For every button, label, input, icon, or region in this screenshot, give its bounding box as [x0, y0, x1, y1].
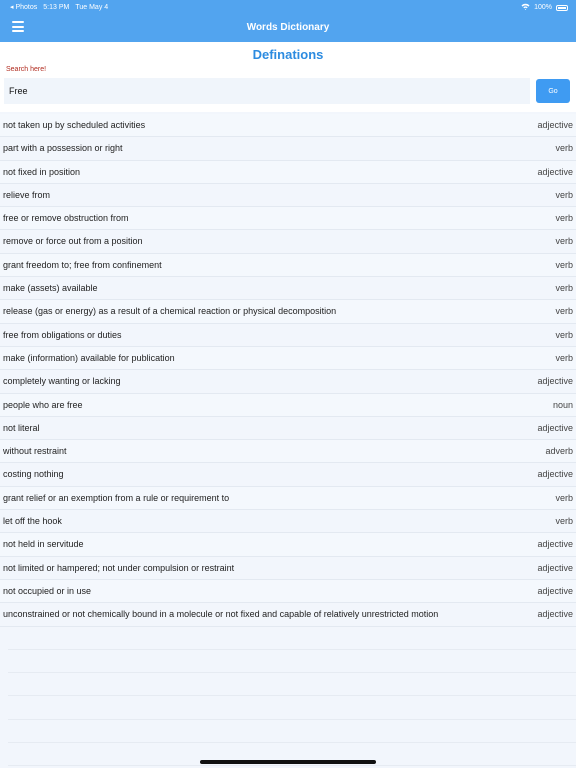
battery-icon — [556, 5, 568, 11]
empty-row — [8, 696, 576, 719]
battery-percent: 100% — [534, 4, 552, 11]
part-of-speech: adjective — [537, 120, 573, 130]
part-of-speech: adjective — [537, 585, 573, 596]
definition-text: grant freedom to; free from confinement — [3, 259, 162, 270]
status-right — [521, 3, 568, 12]
definition-text: costing nothing — [3, 469, 64, 480]
part-of-speech: adjective — [537, 539, 573, 550]
part-of-speech: verb — [555, 352, 573, 363]
definition-row[interactable] — [0, 161, 576, 184]
definition-text: completely wanting or lacking — [3, 376, 121, 387]
definition-row[interactable] — [0, 533, 576, 556]
search-hint-label: Search here! — [6, 66, 47, 73]
definition-row[interactable] — [0, 184, 576, 207]
part-of-speech: noun — [552, 399, 573, 410]
part-of-speech: adjective — [537, 562, 573, 573]
part-of-speech: verb — [555, 283, 573, 294]
home-indicator — [200, 760, 376, 764]
definition-row[interactable] — [0, 347, 576, 370]
definition-text: free or remove obstruction from — [3, 213, 129, 224]
definition-row[interactable] — [0, 114, 576, 137]
status-left — [10, 3, 108, 11]
part-of-speech: verb — [555, 259, 573, 270]
definition-text: without restraint — [3, 446, 67, 457]
empty-row — [8, 650, 576, 673]
definition-row[interactable] — [0, 510, 576, 533]
definition-row[interactable] — [0, 463, 576, 486]
definition-text: relieve from — [3, 189, 51, 200]
definition-text: free from obligations or duties — [3, 329, 122, 340]
definition-row[interactable] — [0, 417, 576, 440]
part-of-speech: verb — [555, 213, 573, 224]
app-title: Words Dictionary — [246, 22, 330, 33]
part-of-speech: verb — [555, 189, 573, 200]
status-bar — [0, 0, 576, 14]
empty-row — [8, 673, 576, 696]
part-of-speech: adjective — [537, 422, 573, 433]
wifi-icon — [521, 3, 530, 12]
definition-text: make (information) available for publication — [3, 352, 175, 363]
empty-row — [8, 627, 576, 650]
back-to-app-link[interactable]: ◂ Photos — [10, 4, 38, 11]
definition-row[interactable] — [0, 207, 576, 230]
part-of-speech: verb — [555, 236, 573, 247]
empty-row — [8, 720, 576, 743]
definition-text: not fixed in position — [3, 166, 81, 177]
definition-text: not literal — [3, 422, 40, 433]
definition-row[interactable] — [0, 230, 576, 253]
definition-row[interactable] — [0, 440, 576, 463]
go-button[interactable]: Go — [536, 79, 570, 103]
definition-row[interactable] — [0, 137, 576, 160]
part-of-speech: adjective — [537, 376, 573, 387]
definition-text: not limited or hampered; not under compulsion or restraint — [3, 562, 235, 573]
part-of-speech: adverb — [545, 446, 573, 457]
search-area — [0, 66, 576, 112]
definitions-list — [0, 114, 576, 766]
definition-text: grant relief or an exemption from a rule or requirement to — [3, 492, 230, 503]
navigation-bar — [0, 14, 576, 42]
definition-row[interactable] — [0, 300, 576, 323]
definition-text: not occupied or in use — [3, 585, 92, 596]
part-of-speech: adjective — [537, 469, 573, 480]
definition-row[interactable] — [0, 603, 576, 626]
part-of-speech: verb — [555, 516, 573, 527]
definition-text: unconstrained or not chemically bound in a molecule or not fixed and capable of relatively unrestricted motion — [3, 609, 439, 620]
definition-row[interactable] — [0, 557, 576, 580]
status-time: 5:13 PM — [43, 3, 70, 11]
definition-row[interactable] — [0, 580, 576, 603]
definition-text: let off the hook — [3, 516, 62, 527]
definition-text: remove or force out from a position — [3, 236, 143, 247]
definition-text: not held in servitude — [3, 539, 84, 550]
definition-row[interactable] — [0, 324, 576, 347]
part-of-speech: adjective — [537, 609, 573, 620]
definition-row[interactable] — [0, 394, 576, 417]
definition-row[interactable] — [0, 370, 576, 393]
part-of-speech: verb — [555, 492, 573, 503]
definition-row[interactable] — [0, 487, 576, 510]
definition-row[interactable] — [0, 254, 576, 277]
part-of-speech: verb — [555, 306, 573, 317]
status-date: Tue May 4 — [75, 3, 109, 11]
part-of-speech: verb — [555, 329, 573, 340]
definition-row[interactable] — [0, 277, 576, 300]
definition-text: part with a possession or right — [3, 143, 123, 154]
part-of-speech: adjective — [537, 166, 573, 177]
part-of-speech: verb — [555, 143, 573, 154]
definition-text: not taken up by scheduled activities — [3, 120, 146, 130]
section-title: Definations — [0, 42, 576, 66]
definition-text: release (gas or energy) as a result of a chemical reaction or physical decomposition — [3, 306, 337, 317]
search-input[interactable] — [4, 78, 530, 104]
definition-text: people who are free — [3, 399, 83, 410]
definition-text: make (assets) available — [3, 283, 98, 294]
